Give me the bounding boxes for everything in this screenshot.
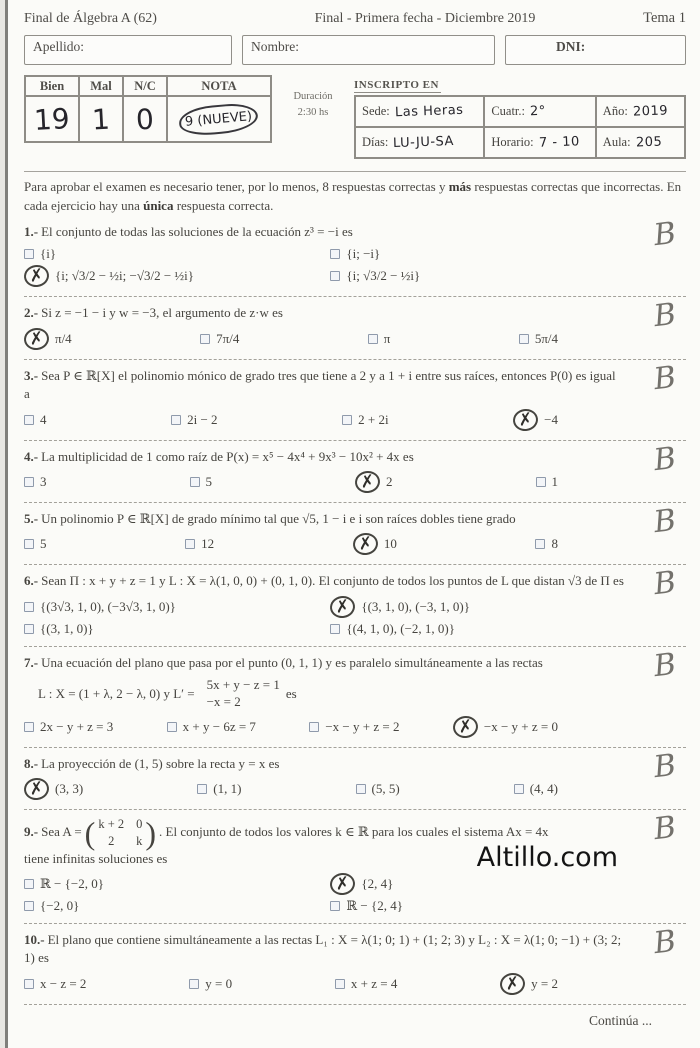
- sede-label: Sede:: [362, 104, 390, 118]
- option-label: 5: [205, 473, 212, 489]
- question-9: [24, 810, 686, 924]
- checkbox-icon[interactable]: [514, 784, 524, 794]
- option-label: 3: [40, 473, 47, 489]
- exam-title: Final - Primera fecha - Diciembre 2019: [314, 11, 536, 26]
- option-label: (4, 4): [529, 781, 558, 797]
- answer-option[interactable]: [24, 265, 330, 287]
- checkbox-icon[interactable]: [356, 784, 366, 794]
- question-text: [24, 572, 686, 590]
- dias-label: Días:: [362, 135, 389, 149]
- score-value-nc: [123, 96, 167, 142]
- option-label: {−2, 0}: [40, 897, 80, 913]
- question-number: 2.-: [24, 305, 39, 321]
- question-statement-line2: tiene infinitas soluciones es: [24, 850, 168, 866]
- score-and-enrollment-row: [24, 75, 686, 159]
- question-number: 5.-: [24, 510, 39, 526]
- option-label: −x − y + z = 0: [483, 718, 558, 734]
- question-number: 4.-: [24, 448, 39, 464]
- handwritten-grade-mark: B: [651, 502, 678, 541]
- checkbox-icon[interactable]: [499, 971, 527, 996]
- question-number: 10.-: [24, 931, 45, 947]
- answer-option[interactable]: [185, 536, 214, 552]
- answer-option[interactable]: [536, 474, 559, 490]
- option-label: x + z = 4: [350, 975, 398, 991]
- option-label: 2i − 2: [187, 411, 218, 427]
- option-label: 5: [40, 536, 47, 552]
- apellido-field[interactable]: [24, 35, 232, 65]
- checkbox-icon[interactable]: [24, 979, 34, 989]
- answer-option[interactable]: [330, 873, 590, 895]
- options-group: [24, 409, 686, 431]
- checkbox-icon[interactable]: [24, 879, 34, 889]
- checkbox-icon[interactable]: [24, 539, 34, 549]
- question-text: [24, 510, 686, 528]
- answer-option[interactable]: [24, 536, 47, 552]
- handwritten-sede: Las Heras: [394, 102, 464, 121]
- option-label: π: [383, 330, 391, 346]
- question-statement: Sean Π : x + y + z = 1 y L : X = λ(1, 0, 0) + (0, 1, 0). El conjunto de todos los puntos de L que distan √3 de Π es: [41, 573, 624, 589]
- options-group: [24, 471, 686, 493]
- answer-option[interactable]: [197, 781, 241, 797]
- checkbox-icon[interactable]: [451, 714, 479, 739]
- option-label: (5, 5): [371, 781, 400, 797]
- answer-option[interactable]: [330, 246, 590, 262]
- option-label: {(3, 1, 0)}: [40, 620, 94, 636]
- score-value-nota: [167, 96, 271, 142]
- answer-option[interactable]: [356, 781, 400, 797]
- duration-value: 2:30 hs: [297, 106, 329, 118]
- answer-option[interactable]: [24, 621, 330, 637]
- question-number: 7.-: [24, 654, 39, 670]
- dni-field[interactable]: [505, 35, 686, 65]
- option-label: {(3√3, 1, 0), (−3√3, 1, 0)}: [40, 598, 176, 614]
- options-group: [24, 328, 686, 350]
- checkbox-icon[interactable]: [309, 722, 319, 732]
- question-statement: El plano que contiene simultáneamente a las rectas L₁ : X = λ(1; 0; 1) + (1; 2; 3) y L₂ : X = λ(1; 0; −1) + (3; 2; 1) es: [24, 931, 622, 966]
- checkbox-icon[interactable]: [171, 415, 181, 425]
- option-label: {(4, 1, 0), (−2, 1, 0)}: [346, 620, 455, 636]
- answer-option[interactable]: [330, 596, 590, 618]
- answer-option[interactable]: [353, 533, 397, 555]
- checkbox-icon[interactable]: [190, 477, 200, 487]
- matrix-cells: [95, 817, 145, 849]
- matrix-cell: k + 2: [98, 817, 125, 832]
- duration-note: [284, 75, 342, 121]
- checkbox-icon[interactable]: [200, 334, 210, 344]
- instructions-text: respuestas correctas que incorrectas. En cada ejercicio hay una: [24, 179, 682, 213]
- checkbox-icon[interactable]: [23, 326, 51, 351]
- handwritten-horario: 7 - 10: [538, 134, 580, 151]
- answer-option[interactable]: [342, 412, 388, 428]
- question-7: [24, 647, 686, 748]
- matrix-open-paren: (: [84, 814, 96, 851]
- enrollment-box: [354, 75, 686, 159]
- question-statement-continued: . El conjunto de todos los valores k ∈ ℝ para los cuales el sistema Ax = 4x: [159, 824, 549, 840]
- options-group: [24, 973, 686, 995]
- answer-option[interactable]: [330, 898, 590, 914]
- answer-option[interactable]: [24, 328, 72, 350]
- question-8: [24, 748, 686, 810]
- answer-option[interactable]: [167, 719, 256, 735]
- question-text: [24, 931, 686, 968]
- option-label: {2, 4}: [361, 875, 394, 891]
- question-number: 8.-: [24, 755, 39, 771]
- answer-option[interactable]: [335, 976, 397, 992]
- handwritten-mal: 1: [91, 102, 111, 136]
- answer-option[interactable]: [500, 973, 558, 995]
- duration-label: Duración: [293, 91, 333, 102]
- checkbox-icon[interactable]: [512, 407, 540, 432]
- checkbox-icon[interactable]: [342, 415, 352, 425]
- checkbox-icon[interactable]: [167, 722, 177, 732]
- answer-option[interactable]: [453, 716, 558, 738]
- handwritten-nota-circled: 9 (NUEVE): [178, 101, 259, 137]
- checkbox-icon[interactable]: [24, 624, 34, 634]
- checkbox-icon[interactable]: [23, 777, 51, 802]
- dias-cell: [355, 127, 484, 158]
- checkbox-icon[interactable]: [368, 334, 378, 344]
- line-suffix: es: [285, 685, 297, 701]
- score-header-nota: NOTA: [167, 76, 271, 96]
- options-group: [24, 778, 686, 800]
- option-label: {i}: [40, 246, 57, 262]
- handwritten-bien: 19: [33, 101, 71, 137]
- checkbox-icon[interactable]: [536, 477, 546, 487]
- altillo-watermark: Altillo.com: [476, 842, 618, 874]
- option-label: −x − y + z = 2: [325, 718, 400, 734]
- options-group: [24, 246, 686, 287]
- line-equations: [38, 677, 686, 710]
- handwritten-grade-mark: B: [651, 296, 678, 335]
- answer-option[interactable]: [519, 331, 558, 347]
- checkbox-icon[interactable]: [24, 722, 34, 732]
- option-label: (1, 1): [213, 781, 242, 797]
- score-value-mal: [79, 96, 123, 142]
- question-statement: Si z = −1 − i y w = −3, el argumento de z·w es: [41, 305, 283, 321]
- checkbox-icon[interactable]: [535, 539, 545, 549]
- option-label: π/4: [55, 330, 72, 346]
- option-label: 7π/4: [216, 330, 240, 346]
- system-equation-1: 5x + y − z = 1: [206, 677, 280, 693]
- answer-option[interactable]: [330, 621, 590, 637]
- handwritten-grade-mark: B: [651, 359, 678, 397]
- answer-option[interactable]: [513, 409, 558, 431]
- dni-label: DNI:: [556, 39, 586, 54]
- checkbox-icon[interactable]: [329, 594, 357, 619]
- checkbox-icon[interactable]: [330, 624, 340, 634]
- handwritten-aula: 205: [635, 134, 663, 151]
- option-label: {i; √3/2 − ½i; −√3/2 − ½i}: [55, 268, 195, 284]
- option-label: ℝ − {2, 4}: [346, 897, 403, 913]
- equation-system: [207, 677, 280, 710]
- question-statement: La proyección de (1, 5) sobre la recta y = x es: [41, 755, 280, 771]
- instructions-bold-unica: única: [143, 197, 174, 213]
- handwritten-anio: 2019: [632, 103, 669, 120]
- options-group: [24, 596, 686, 637]
- options-group: [24, 716, 686, 738]
- question-number: 3.-: [24, 367, 39, 383]
- matrix-cell: k: [136, 833, 143, 848]
- sede-cell: [355, 96, 484, 127]
- question-statement: La multiplicidad de 1 como raíz de P(x) = x⁵ − 4x⁴ + 9x³ − 10x² + 4x es: [41, 448, 414, 464]
- score-header-mal: Mal: [79, 76, 123, 96]
- answer-option[interactable]: [189, 976, 232, 992]
- header-row: [24, 10, 686, 27]
- question-10: [24, 924, 686, 1005]
- option-label: 12: [201, 536, 215, 552]
- option-label: (3, 3): [55, 781, 84, 797]
- instructions-text: respuesta correcta.: [173, 197, 274, 213]
- question-statement: Sea A =: [41, 824, 82, 840]
- option-label: 8: [551, 536, 558, 552]
- question-text: [24, 654, 686, 672]
- question-statement: Sea P ∈ ℝ[X] el polinomio mónico de grado tres que tiene a 2 y a 1 + i entre sus raíces, entonces P(0) es igual a: [24, 367, 616, 402]
- option-label: y = 0: [205, 975, 233, 991]
- checkbox-icon[interactable]: [24, 477, 34, 487]
- score-header-bien: Bien: [25, 76, 79, 96]
- checkbox-icon[interactable]: [330, 271, 340, 281]
- handwritten-grade-mark: B: [651, 646, 678, 685]
- answer-option[interactable]: [24, 778, 83, 800]
- answer-option[interactable]: [514, 781, 558, 797]
- checkbox-icon[interactable]: [24, 415, 34, 425]
- question-4: [24, 441, 686, 503]
- handwritten-cuatrimestre: 2°: [529, 103, 547, 120]
- answer-option[interactable]: [24, 719, 113, 735]
- answer-option[interactable]: [24, 412, 47, 428]
- handwritten-grade-mark: B: [651, 215, 678, 253]
- answer-option[interactable]: [355, 471, 393, 493]
- score-table: [24, 75, 272, 143]
- question-statement: Un polinomio P ∈ ℝ[X] de grado mínimo tal que √5, 1 − i e i son raíces dobles tiene grado: [41, 510, 516, 526]
- answer-option[interactable]: [309, 719, 399, 735]
- option-label: x + y − 6z = 7: [182, 718, 256, 734]
- option-label: {i; −i}: [346, 246, 381, 262]
- answer-option[interactable]: [190, 474, 213, 490]
- handwritten-grade-mark: B: [651, 923, 678, 962]
- checkbox-icon[interactable]: [335, 979, 345, 989]
- enrollment-table: [354, 95, 686, 159]
- handwritten-grade-mark: B: [651, 565, 678, 603]
- checkbox-icon[interactable]: [24, 249, 34, 259]
- question-number: 6.-: [24, 573, 39, 589]
- checkbox-icon[interactable]: [519, 334, 529, 344]
- question-text: [24, 223, 686, 241]
- option-label: 2: [386, 473, 393, 489]
- matrix-cell: 2: [108, 833, 115, 848]
- continua-footer: Continúa ...: [589, 1012, 652, 1028]
- handwritten-dias: LU-JU-SA: [393, 133, 455, 152]
- option-label: 5π/4: [534, 330, 558, 346]
- checkbox-icon[interactable]: [24, 901, 34, 911]
- option-label: 2x − y + z = 3: [40, 718, 114, 734]
- instructions-text: Para aprobar el examen es necesario tener, por lo menos, 8 respuestas correctas y: [24, 179, 449, 194]
- horario-cell: [484, 127, 595, 158]
- answer-option[interactable]: [24, 474, 47, 490]
- answer-option[interactable]: [368, 331, 391, 347]
- answer-option[interactable]: [171, 412, 217, 428]
- question-text: [24, 367, 686, 404]
- anio-cell: [596, 96, 685, 127]
- system-equation-2: −x = 2: [206, 693, 241, 709]
- question-text: [24, 304, 686, 322]
- answer-option[interactable]: [24, 596, 330, 618]
- question-text: [24, 755, 686, 773]
- aula-cell: [596, 127, 685, 158]
- option-label: 1: [551, 473, 558, 489]
- option-label: 10: [383, 536, 397, 552]
- cuatrimestre-cell: [484, 96, 595, 127]
- handwritten-grade-mark: B: [651, 440, 678, 478]
- matrix-cell: 0: [136, 817, 143, 832]
- question-2: [24, 297, 686, 359]
- horario-label: Horario:: [491, 135, 534, 149]
- handwritten-grade-mark: B: [651, 747, 678, 786]
- handwritten-nc: 0: [135, 102, 155, 136]
- checkbox-icon[interactable]: [330, 901, 340, 911]
- checkbox-icon[interactable]: [330, 249, 340, 259]
- option-label: x − z = 2: [40, 975, 87, 991]
- options-group: [24, 873, 686, 914]
- checkbox-icon[interactable]: [23, 264, 51, 289]
- matrix-a: [84, 814, 157, 851]
- question-text: [24, 448, 686, 466]
- nombre-label: Nombre:: [251, 39, 299, 54]
- option-label: 2 + 2i: [358, 411, 389, 427]
- nombre-field[interactable]: [242, 35, 495, 65]
- question-statement: El conjunto de todas las soluciones de la ecuación z³ = −i es: [41, 223, 353, 239]
- question-3: [24, 360, 686, 441]
- option-label: y = 2: [531, 975, 558, 991]
- tema-label: Tema 1: [643, 10, 686, 26]
- checkbox-icon[interactable]: [329, 871, 357, 896]
- aula-label: Aula:: [602, 135, 631, 149]
- question-1: [24, 216, 686, 297]
- checkbox-icon[interactable]: [197, 784, 207, 794]
- checkbox-icon[interactable]: [185, 539, 195, 549]
- options-group: [24, 533, 686, 555]
- checkbox-icon[interactable]: [351, 532, 379, 557]
- option-label: {i; √3/2 − ½i}: [346, 268, 421, 284]
- apellido-label: Apellido:: [33, 39, 84, 54]
- instructions-bold-mas: más: [448, 179, 472, 194]
- identity-row: [24, 35, 686, 65]
- enrollment-title: INSCRIPTO EN: [354, 79, 439, 91]
- checkbox-icon[interactable]: [189, 979, 199, 989]
- instructions-paragraph: [24, 171, 686, 216]
- answer-option[interactable]: [24, 898, 330, 914]
- course-title: Final de Álgebra A (62): [24, 11, 157, 26]
- question-statement: Una ecuación del plano que pasa por el punto (0, 1, 1) y es paralelo simultáneamente a las rectas: [41, 654, 543, 670]
- question-number: 1.-: [24, 223, 39, 239]
- option-label: {(3, 1, 0), (−3, 1, 0)}: [361, 598, 470, 614]
- matrix-close-paren: ): [145, 814, 157, 851]
- checkbox-icon[interactable]: [354, 469, 382, 494]
- question-6: [24, 565, 686, 646]
- handwritten-grade-mark: B: [651, 810, 678, 848]
- answer-option[interactable]: [200, 331, 239, 347]
- answer-option[interactable]: [24, 976, 86, 992]
- question-number: 9.-: [24, 824, 39, 840]
- score-value-bien: [25, 96, 79, 142]
- question-5: [24, 503, 686, 565]
- answer-option[interactable]: [24, 246, 330, 262]
- answer-option[interactable]: [330, 265, 590, 287]
- cuatrimestre-label: Cuatr.:: [491, 104, 525, 118]
- option-label: −4: [544, 411, 558, 427]
- option-label: 4: [40, 411, 47, 427]
- score-header-nc: N/C: [123, 76, 167, 96]
- anio-label: Año:: [602, 104, 628, 118]
- answer-option[interactable]: [535, 536, 558, 552]
- option-label: ℝ − {−2, 0}: [40, 875, 104, 891]
- line-definition: L : X = (1 + λ, 2 − λ, 0) y L′ =: [38, 685, 195, 701]
- checkbox-icon[interactable]: [24, 602, 34, 612]
- answer-option[interactable]: [24, 873, 330, 895]
